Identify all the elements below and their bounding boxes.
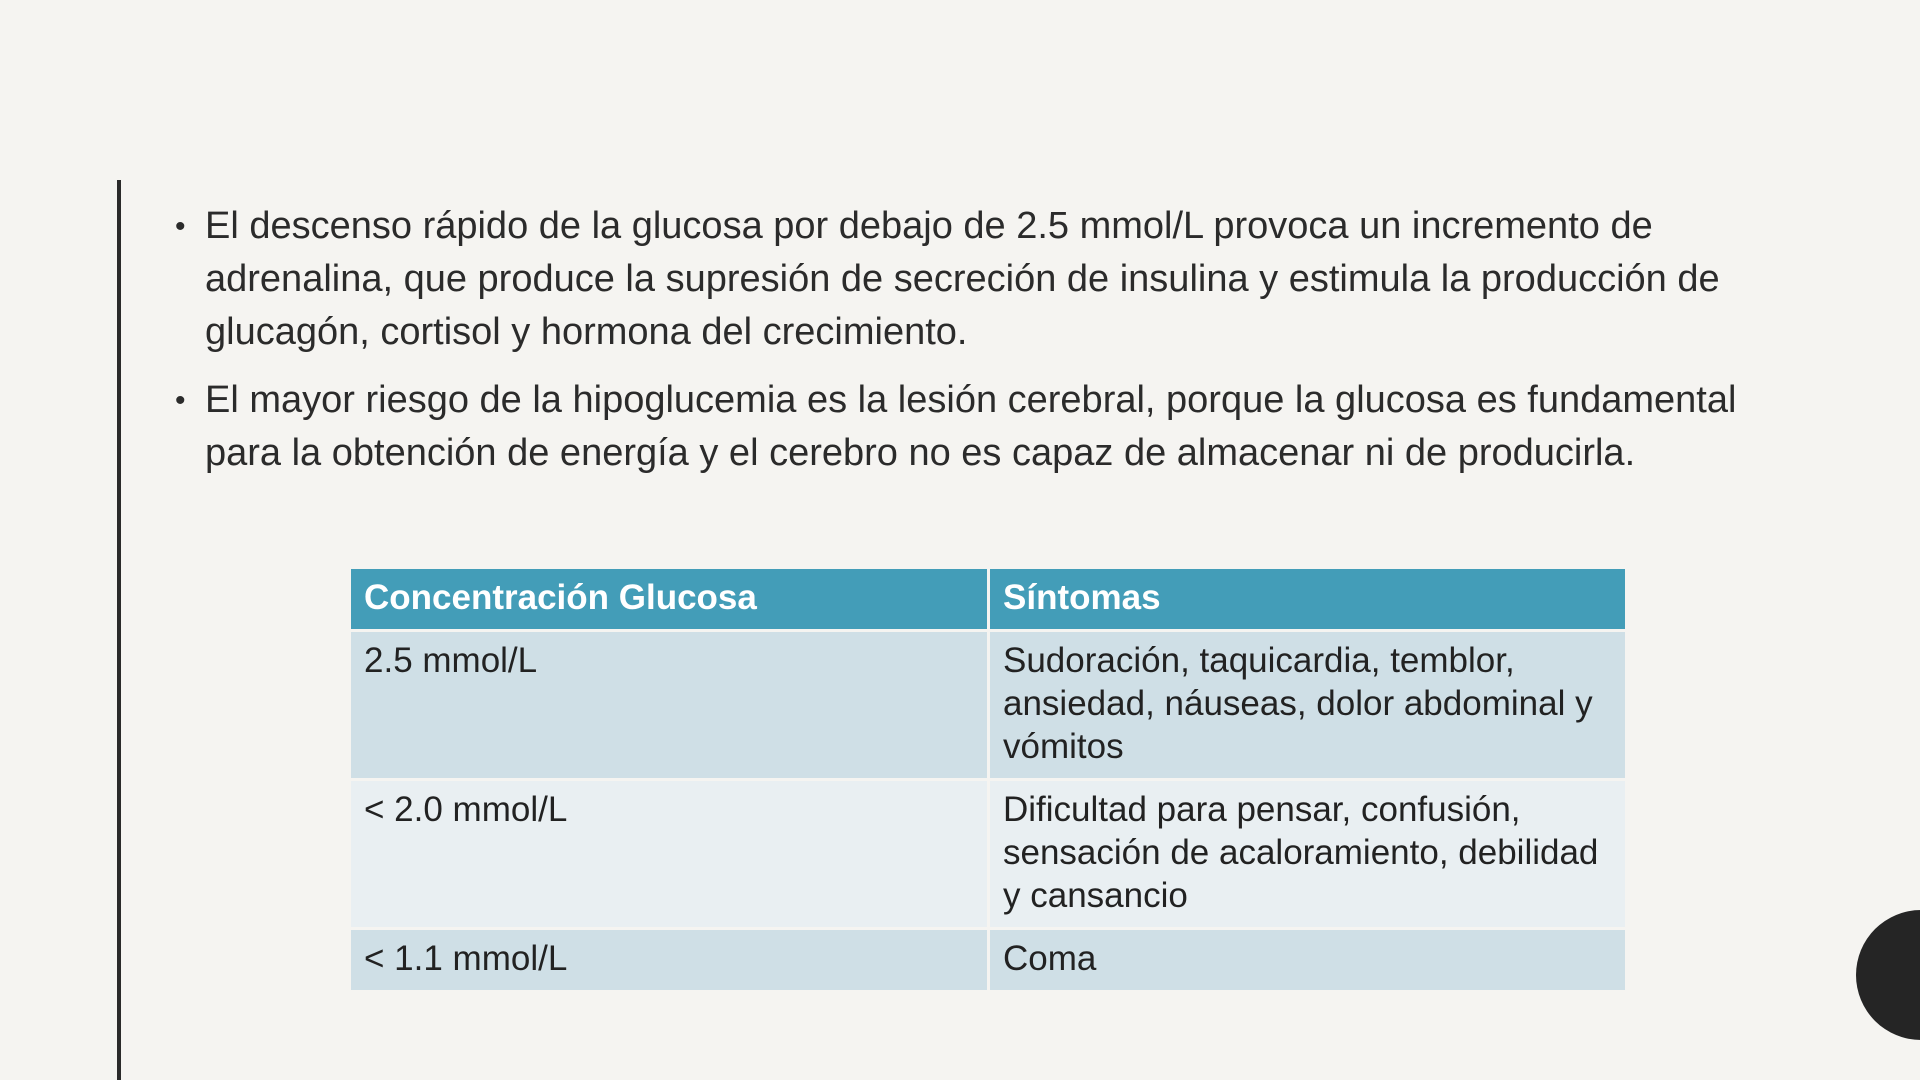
- concentration-cell: < 2.0 mmol/L: [350, 780, 989, 929]
- bullet-icon: •: [175, 384, 186, 417]
- bullet-text: El descenso rápido de la glucosa por debajo de 2.5 mmol/L provoca un incremento de adrenalina, que produce la supresión de secreción de insulina y estimula la producción de glucagón, cortisol y hormona del crecimiento.: [205, 205, 1720, 353]
- bullet-item: [175, 200, 1795, 359]
- table-row: [350, 780, 1627, 929]
- left-accent-line: [117, 180, 121, 1080]
- table-row: [350, 631, 1627, 780]
- table-row: [350, 929, 1627, 992]
- column-header-concentration: Concentración Glucosa: [350, 568, 989, 631]
- bullet-text: El mayor riesgo de la hipoglucemia es la lesión cerebral, porque la glucosa es fundamental para la obtención de energía y el cerebro no es capaz de almacenar ni de producirla.: [205, 379, 1737, 474]
- bullet-list: [175, 200, 1795, 495]
- symptoms-cell: Dificultad para pensar, confusión, sensación de acaloramiento, debilidad y cansancio: [989, 780, 1627, 929]
- column-header-symptoms: Síntomas: [989, 568, 1627, 631]
- symptoms-cell: Coma: [989, 929, 1627, 992]
- symptoms-cell: Sudoración, taquicardia, temblor, ansiedad, náuseas, dolor abdominal y vómitos: [989, 631, 1627, 780]
- decorative-circle: [1856, 910, 1920, 1040]
- table-header-row: [350, 568, 1627, 631]
- bullet-icon: •: [175, 210, 186, 243]
- bullet-item: [175, 374, 1795, 480]
- glucose-symptoms-table: [348, 566, 1628, 993]
- concentration-cell: 2.5 mmol/L: [350, 631, 989, 780]
- concentration-cell: < 1.1 mmol/L: [350, 929, 989, 992]
